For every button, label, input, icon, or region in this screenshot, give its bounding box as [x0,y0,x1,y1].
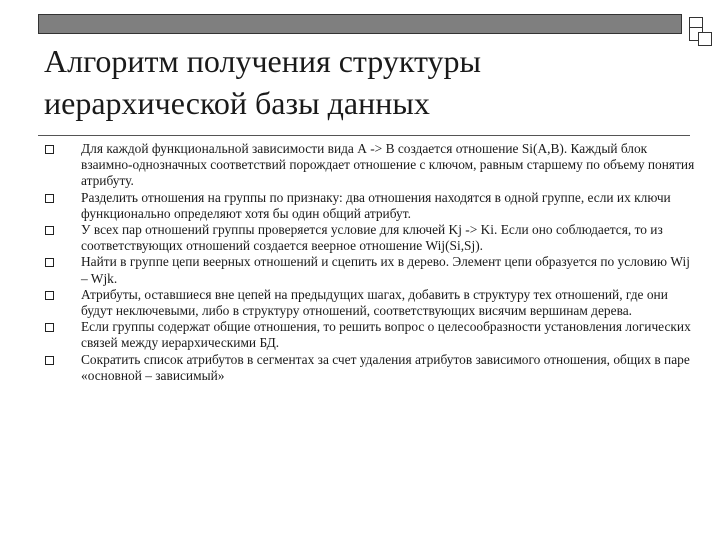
bullet-item [45,190,695,222]
bullet-item [45,319,695,351]
bullet-text: У всех пар отношений группы проверяется условие для ключей Kj -> Ki. Если оно соблюдается, то из соответствующих отношений создается веерное отношение Wij(Si,Sj). [81,222,663,254]
square-bullet-icon [45,356,54,365]
bullet-item [45,254,695,286]
title-divider [38,135,690,136]
square-bullet-icon [45,194,54,203]
title-line-2: иерархической базы данных [44,85,430,121]
slide-title [44,40,684,124]
header-bar [38,14,682,34]
bullet-text: Найти в группе цепи веерных отношений и сцепить их в дерево. Элемент цепи образуется по условию Wij – Wjk. [81,254,690,286]
title-line-1: Алгоритм получения структуры [44,43,482,79]
square-bullet-icon [45,291,54,300]
decor-square-3 [698,32,712,46]
bullet-text: Разделить отношения на группы по признаку: два отношения находятся в одной группе, если их ключи функционально определяют хотя бы один общий атрибут. [81,189,671,221]
bullet-item [45,222,695,254]
bullet-text: Если группы содержат общие отношения, то решить вопрос о целесообразности установления логических связей между иерархическими БД. [81,319,691,351]
bullet-text: Для каждой функциональной зависимости вида А -> В создается отношение Si(A,B). Каждый блок взаимно-однозначных соответствий порождает отношение с ключом, равным старшему по объему понятия атрибуту. [81,141,695,189]
square-bullet-icon [45,145,54,154]
square-bullet-icon [45,226,54,235]
bullet-text: Сократить список атрибутов в сегментах за счет удаления атрибутов зависимого отношения, общих в паре «основной – зависимый» [81,351,690,383]
square-bullet-icon [45,323,54,332]
square-bullet-icon [45,258,54,267]
bullet-item [45,287,695,319]
bullet-list [45,141,695,384]
bullet-item [45,352,695,384]
bullet-item [45,141,695,190]
bullet-text: Атрибуты, оставшиеся вне цепей на предыдущих шагах, добавить в структуру тех отношений, где они будут неключевыми, либо в структуру отношений, соответствующих висячим вершинам дерева. [81,286,668,319]
